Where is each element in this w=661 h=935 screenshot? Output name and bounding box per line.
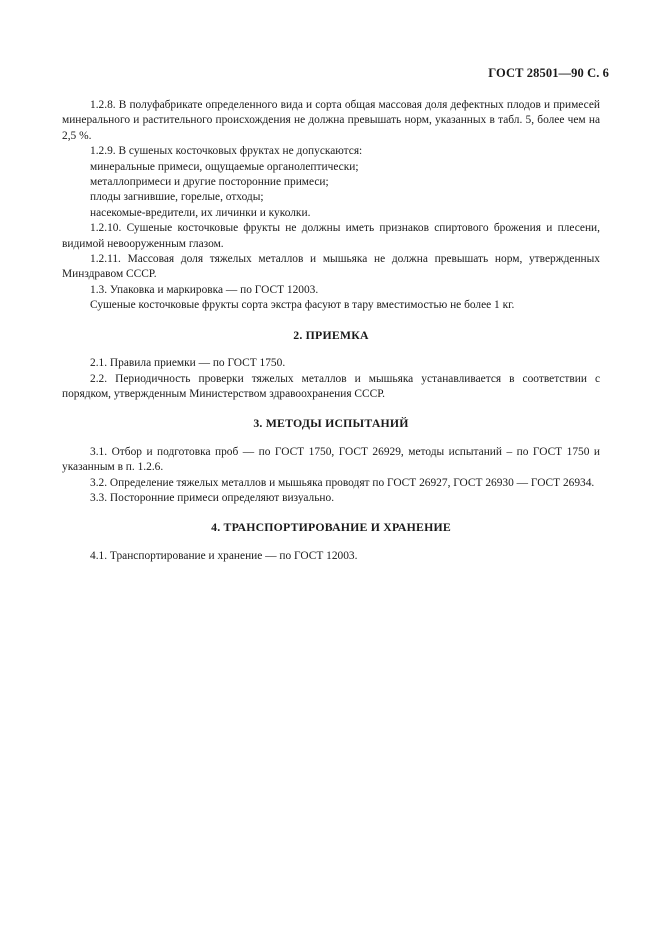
document-body [62, 98, 600, 564]
paragraph-1-2-9: 1.2.9. В сушеных косточковых фруктах не допускаются: [90, 145, 363, 158]
paragraph-1-2-8: 1.2.8. В полуфабрикате определенного вида и сорта общая массовая доля дефектных плодов и примесей минерального и растительного происхождения не должна превышать норм, указанных в табл. 5, более чем на 2,5 %. [62, 99, 600, 142]
list-item: металлопримеси и другие посторонние примеси; [90, 176, 329, 189]
list-item: насекомые-вредители, их личинки и куколки. [90, 206, 311, 219]
paragraph-1-2-11: 1.2.11. Массовая доля тяжелых металлов и мышьяка не должна превышать норм, утвержденных Минздравом СССР. [62, 253, 600, 281]
paragraph-4-1: 4.1. Транспортирование и хранение — по ГОСТ 12003. [90, 549, 358, 562]
list-item: плоды загнившие, горелые, отходы; [90, 191, 264, 204]
list-item: минеральные примеси, ощущаемые органолептически; [90, 160, 359, 173]
paragraph-packaging: Сушеные косточковые фрукты сорта экстра фасуют в тару вместимостью не более 1 кг. [90, 299, 515, 312]
paragraph-3-1: 3.1. Отбор и подготовка проб — по ГОСТ 1750, ГОСТ 26929, методы испытаний – по ГОСТ 1750 и указанным в п. 1.2.6. [62, 445, 600, 474]
section-title-test-methods: 3. МЕТОДЫ ИСПЫТАНИЙ [253, 416, 409, 431]
paragraph-3-2: 3.2. Определение тяжелых металлов и мышьяка проводят по ГОСТ 26927, ГОСТ 26930 — ГОСТ 26934. [90, 476, 595, 489]
paragraph-1-2-10: 1.2.10. Сушеные косточковые фрукты не должны иметь признаков спиртового брожения и плесени, видимой невооруженным глазом. [62, 222, 600, 250]
section-title-acceptance: 2. ПРИЕМКА [293, 327, 369, 342]
page-header-doc-ref: ГОСТ 28501—90 С. 6 [488, 66, 609, 80]
paragraph-1-3: 1.3. Упаковка и маркировка — по ГОСТ 12003. [90, 283, 319, 296]
paragraph-3-3: 3.3. Посторонние примеси определяют визуально. [90, 491, 335, 504]
paragraph-2-2: 2.2. Периодичность проверки тяжелых металлов и мышьяка устанавливается в соответствии с порядком, утвержденным Министерством здравоохранения СССР. [62, 372, 600, 400]
section-title-transport-storage: 4. ТРАНСПОРТИРОВАНИЕ И ХРАНЕНИЕ [211, 520, 451, 535]
paragraph-2-1: 2.1. Правила приемки — по ГОСТ 1750. [90, 357, 286, 370]
